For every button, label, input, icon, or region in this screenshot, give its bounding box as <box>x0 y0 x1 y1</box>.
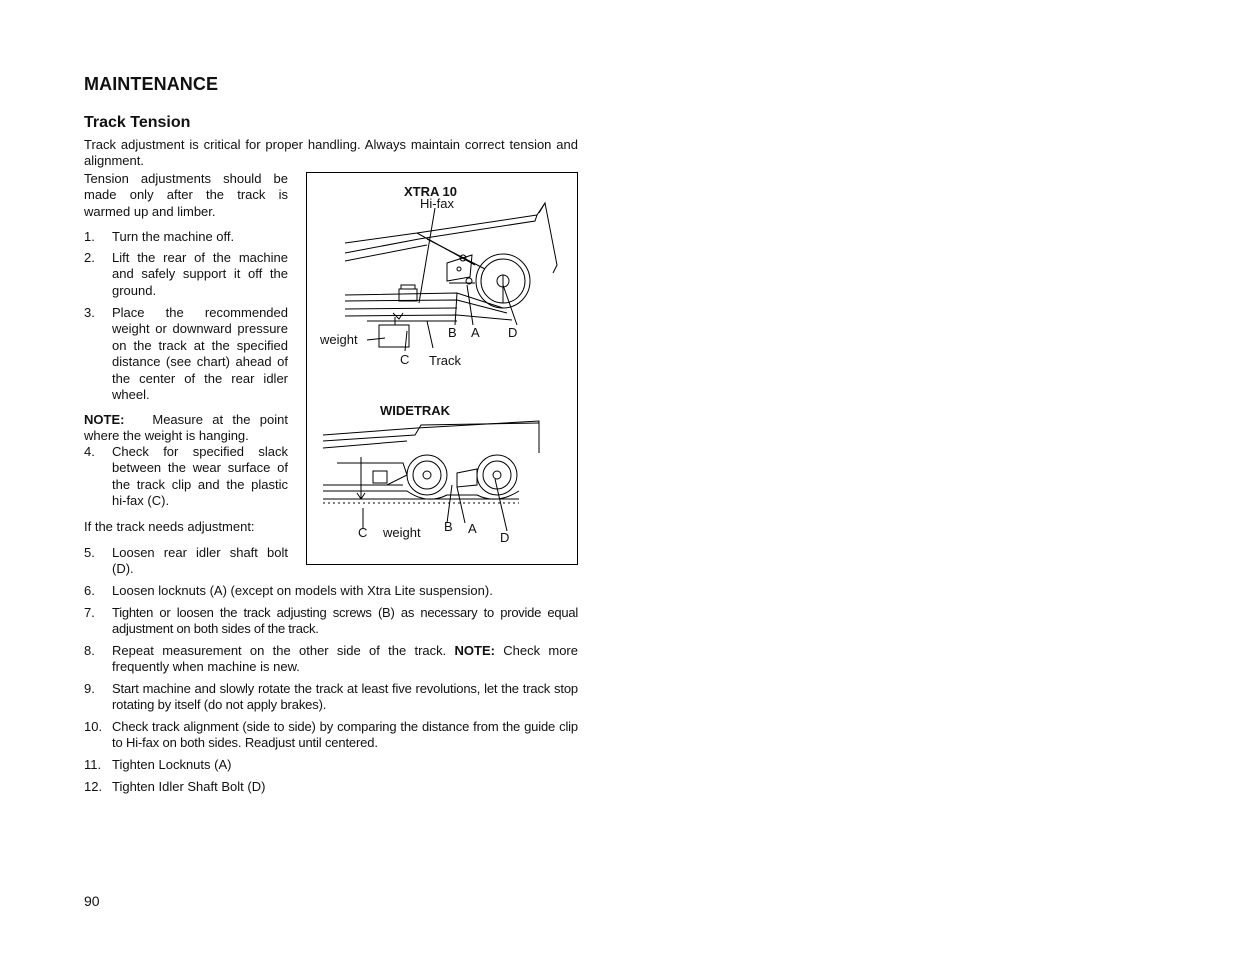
section-title: MAINTENANCE <box>84 74 219 94</box>
widetrak-c-label: C <box>358 525 368 540</box>
step-text: Check for specified slack between the wear surface of the track clip and the plastic hi-fax (C). <box>112 444 288 509</box>
step-number: 10. <box>84 719 103 734</box>
track-diagram-drawing <box>307 173 577 564</box>
step-text: Loosen rear idler shaft bolt (D). <box>112 545 288 577</box>
track-tension-figure <box>306 172 578 565</box>
list-item <box>84 681 578 715</box>
step-number: 11. <box>84 757 102 772</box>
widetrak-a-label: A <box>468 521 477 536</box>
step-number: 3. <box>84 305 95 320</box>
list-item <box>84 719 578 753</box>
intro-paragraph: Track adjustment is critical for proper handling. Always maintain correct tension and alignment. <box>84 137 578 169</box>
list-item <box>84 779 578 796</box>
widetrak-d-label: D <box>500 530 510 545</box>
step-number: 2. <box>84 250 95 265</box>
step-text: Start machine and slowly rotate the track at least five revolutions, let the track stop rotating by itself (do not apply brakes). <box>112 681 578 713</box>
step-text: Check track alignment (side to side) by comparing the distance from the guide clip to Hi-fax on both sides. Readjust until centered. <box>112 719 578 751</box>
step-number: 5. <box>84 545 95 560</box>
step-text: Place the recommended weight or downward pressure on the track at the specified distance (see chart) ahead of the center of the rear idler wheel. <box>112 305 288 403</box>
list-item <box>84 583 578 600</box>
list-item <box>84 229 288 246</box>
list-item <box>84 545 288 579</box>
list-item <box>84 757 578 774</box>
note-paragraph <box>84 412 288 445</box>
list-item <box>84 605 578 639</box>
step-text-part: Repeat measurement on the other side of the track. <box>112 643 455 658</box>
step-text: Turn the machine off. <box>112 229 235 244</box>
hifax-label: Hi-fax <box>420 196 454 211</box>
step-number: 4. <box>84 444 95 459</box>
step-note-label: NOTE: <box>454 643 495 658</box>
step-text: Tighten or loosen the track adjusting screws (B) as necessary to provide equal adjustment on both sides of the track. <box>112 605 578 637</box>
page-number: 90 <box>84 893 100 909</box>
widetrak-b-label: B <box>444 519 453 534</box>
note-text: Measure at the point where the weight is hanging. <box>84 412 288 444</box>
widetrak-weight-label: weight <box>383 525 421 540</box>
xtra10-c-label: C <box>400 352 410 367</box>
adjust-intro: If the track needs adjustment: <box>84 519 255 534</box>
step-text <box>112 643 578 676</box>
step-number: 6. <box>84 583 95 598</box>
step-number: 7. <box>84 605 95 620</box>
step-number: 12. <box>84 779 103 794</box>
widetrak-title: WIDETRAK <box>380 403 451 418</box>
step-number: 8. <box>84 643 95 658</box>
track-label: Track <box>429 353 462 368</box>
xtra10-weight-label: weight <box>320 332 358 347</box>
subsection-title: Track Tension <box>84 114 191 131</box>
widetrak-drawing <box>323 421 539 531</box>
step-number: 9. <box>84 681 95 696</box>
xtra10-b-label: B <box>448 325 457 340</box>
list-item <box>84 444 288 511</box>
list-item <box>84 643 578 677</box>
tension-note-paragraph: Tension adjustments should be made only after the track is warmed up and limber. <box>84 171 288 219</box>
note-label: NOTE: <box>84 412 125 427</box>
list-item <box>84 250 288 300</box>
step-text: Tighten Locknuts (A) <box>112 757 232 772</box>
step-text-part: Check more frequently when machine is new. <box>112 643 578 675</box>
step-text: Tighten Idler Shaft Bolt (D) <box>112 779 266 794</box>
step-text: Lift the rear of the machine and safely support it off the ground. <box>112 250 288 298</box>
step-text: Loosen locknuts (A) (except on models with Xtra Lite suspension). <box>112 583 493 598</box>
list-item <box>84 305 288 405</box>
xtra10-a-label: A <box>471 325 480 340</box>
xtra10-title: XTRA 10 <box>404 184 457 199</box>
step-number: 1. <box>84 229 95 244</box>
xtra10-d-label: D <box>508 325 518 340</box>
